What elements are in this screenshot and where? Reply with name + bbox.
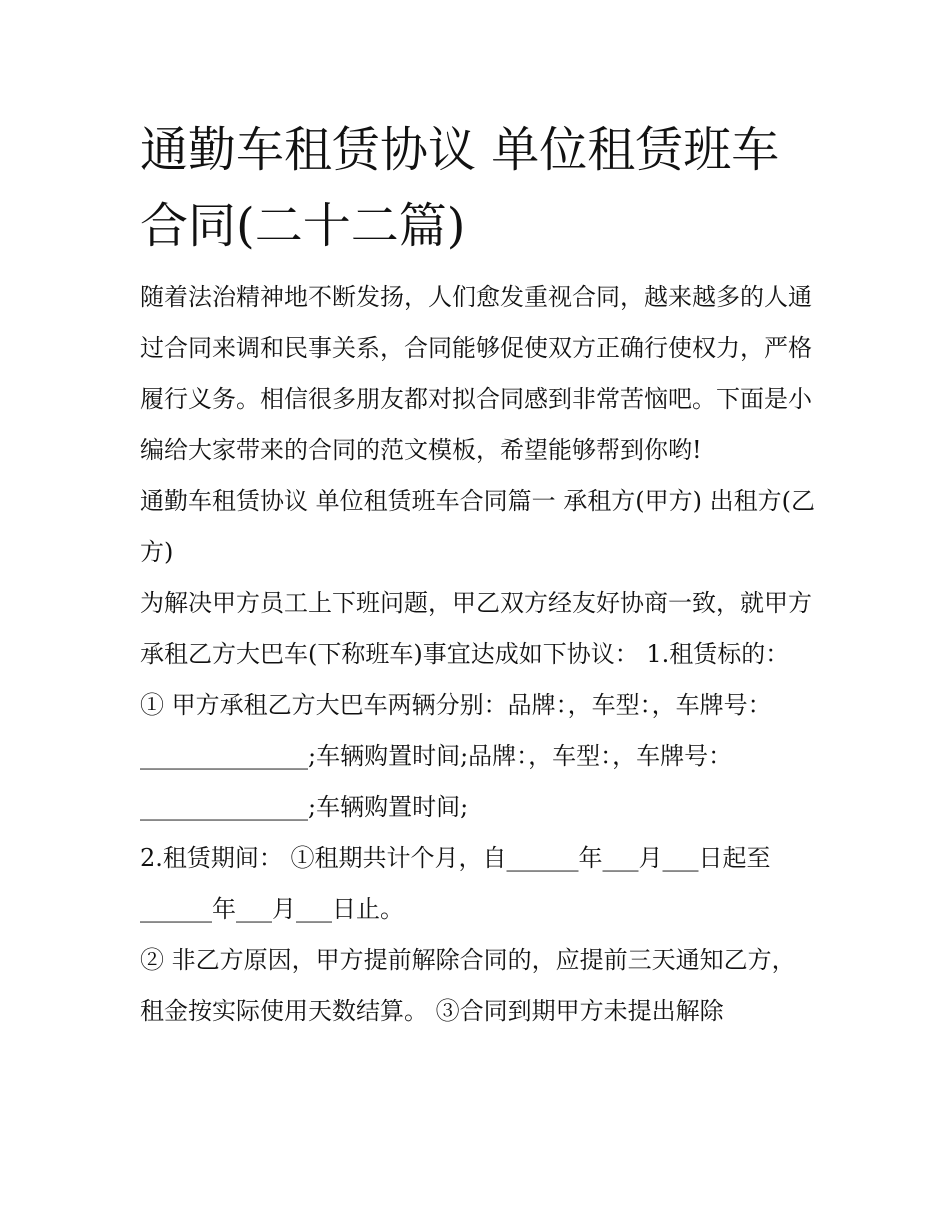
paragraph-intro: 随着法治精神地不断发扬，人们愈发重视合同，越来越多的人通过合同来调和民事关系，合同能够促使双方正确行使权力，严格履行义务。相信很多朋友都对拟合同感到非常苦恼吧。下面是小编给大家带来的合同的范文模板，希望能够帮到你哟! xyxy=(140,283,812,464)
paragraph-termination: ② 非乙方原因，甲方提前解除合同的，应提前三天通知乙方，租金按实际使用天数结算。 ③合同到期甲方未提出解除 xyxy=(140,946,796,1025)
paragraph-purpose: 为解决甲方员工上下班问题，甲乙双方经友好协商一致，就甲方承租乙方大巴车(下称班车)事宜达成如下协议： 1.租赁标的： xyxy=(140,589,812,668)
paragraph-vehicle-details: ① 甲方承租乙方大巴车两辆分别：品牌：，车型：，车牌号：______________;车辆购置时间;品牌：，车型：，车牌号：______________;车辆购置时间; xyxy=(140,691,772,821)
document-body xyxy=(140,272,815,1037)
document-page xyxy=(140,112,815,1037)
paragraph-section-heading: 通勤车租赁协议 单位租赁班车合同篇一 承租方(甲方) 出租方(乙方) xyxy=(140,487,815,566)
paragraph-lease-period: 2.租赁期间： ①租期共计个月，自______年___月___日起至______年___月___日止。 xyxy=(140,844,771,923)
document-title: 通勤车租赁协议 单位租赁班车合同(二十二篇) xyxy=(140,122,780,254)
